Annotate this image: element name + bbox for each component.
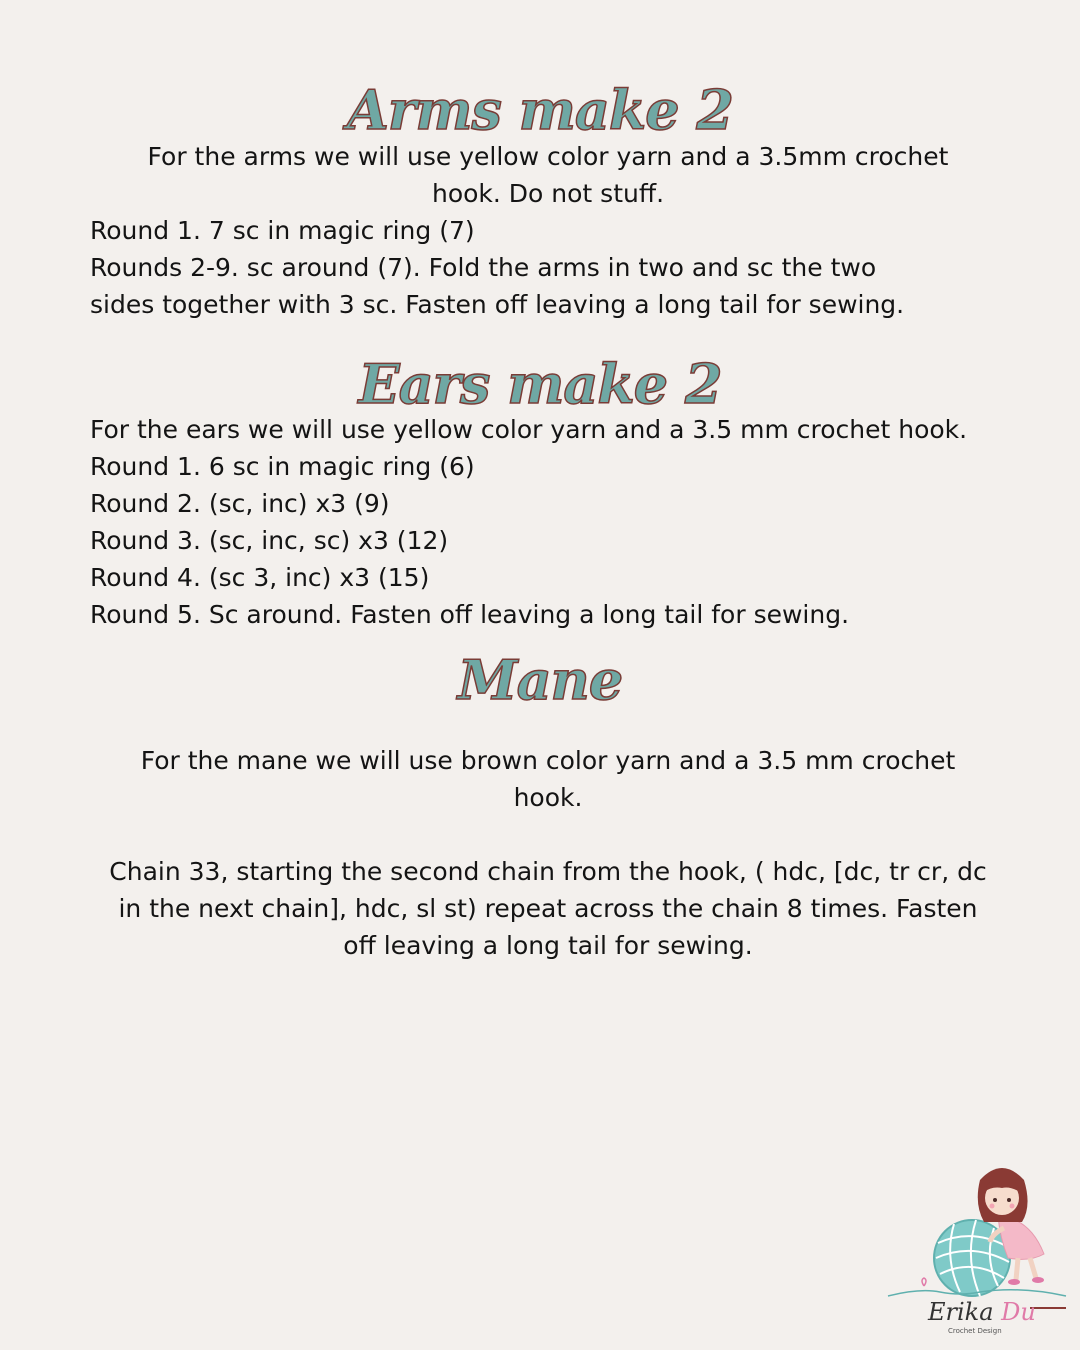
ears-round-line: Round 3. (sc, inc, sc) x3 (12) <box>90 526 449 555</box>
mane-intro <box>0 742 1080 816</box>
logo-name-second: Du <box>1001 1298 1036 1326</box>
arms-intro <box>0 138 1080 212</box>
ears-heading: Ears make 2 <box>358 352 722 416</box>
mane-instructions <box>0 853 1080 964</box>
logo-name-first: Erika <box>928 1298 994 1326</box>
arms-round-line: Rounds 2-9. sc around (7). Fold the arms in two and sc the two <box>90 253 877 282</box>
arms-intro-line: For the arms we will use yellow color yarn and a 3.5mm crochet <box>147 142 949 171</box>
logo-subtitle: Crochet Design <box>948 1327 1002 1335</box>
mane-round-line: in the next chain], hdc, sl st) repeat across the chain 8 times. Fasten <box>118 894 978 923</box>
ears-round-line: Round 1. 6 sc in magic ring (6) <box>90 452 475 481</box>
arms-intro-line: hook. Do not stuff. <box>431 179 665 208</box>
mane-heading: Mane <box>457 648 623 712</box>
arms-heading: Arms make 2 <box>347 78 733 142</box>
ears-round-line: Round 4. (sc 3, inc) x3 (15) <box>90 563 430 592</box>
ears-round-line: Round 5. Sc around. Fasten off leaving a long tail for sewing. <box>90 600 850 629</box>
ears-round-line: For the ears we will use yellow color yarn and a 3.5 mm crochet hook. <box>90 415 968 444</box>
arms-instructions <box>90 212 904 323</box>
mane-intro-line: For the mane we will use brown color yarn and a 3.5 mm crochet <box>140 746 956 775</box>
ears-round-line: Round 2. (sc, inc) x3 (9) <box>90 489 390 518</box>
mane-round-line: off leaving a long tail for sewing. <box>343 931 753 960</box>
arms-round-line: Round 1. 7 sc in magic ring (7) <box>90 216 475 245</box>
ears-instructions <box>90 411 967 633</box>
logo-name <box>928 1298 1036 1326</box>
mane-round-line: Chain 33, starting the second chain from the hook, ( hdc, [dc, tr cr, dc <box>109 857 987 886</box>
arms-round-line: sides together with 3 sc. Fasten off leaving a long tail for sewing. <box>90 290 905 319</box>
mane-intro-line: hook. <box>513 783 583 812</box>
